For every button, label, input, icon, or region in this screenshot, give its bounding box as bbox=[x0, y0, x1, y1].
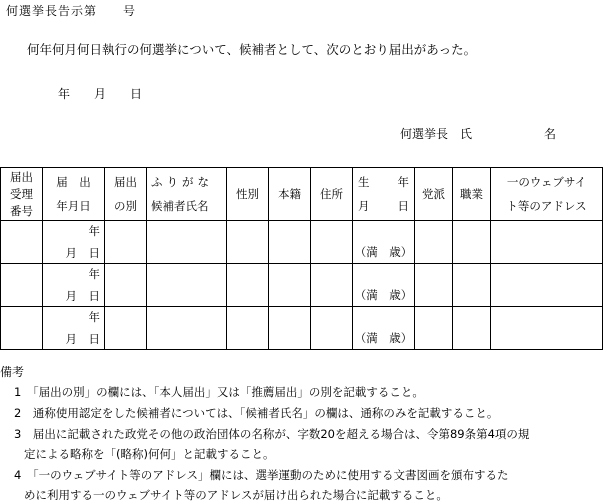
cell-website[interactable] bbox=[491, 307, 603, 350]
header-occupation: 職業 bbox=[453, 168, 491, 221]
date-month-day: 月 日 bbox=[65, 288, 100, 303]
note-number: 4 bbox=[14, 468, 22, 482]
date-year: 年 bbox=[88, 224, 100, 238]
header-birth-year: 年 bbox=[397, 175, 409, 189]
candidate-table bbox=[0, 167, 603, 350]
cell-birthdate[interactable] bbox=[353, 307, 415, 350]
header-filing-date-line1: 届 出 bbox=[56, 175, 91, 189]
header-filing-date bbox=[43, 168, 105, 221]
date-year: 年 bbox=[88, 267, 100, 281]
header-filing-date-line2: 年月日 bbox=[56, 198, 91, 213]
cell-domicile[interactable] bbox=[269, 307, 311, 350]
age-label: （満 歳） bbox=[354, 330, 413, 345]
date-month-day: 月 日 bbox=[65, 245, 100, 260]
note-text: 通称使用認定をした候補者については、「候補者氏名」の欄は、通称のみを記載すること。 bbox=[32, 406, 499, 420]
intro-text: 何年何月何日執行の何選挙について、候補者として、次のとおり届出があった。 bbox=[27, 42, 477, 57]
note-2 bbox=[14, 405, 498, 421]
cell-filing-date[interactable] bbox=[43, 221, 105, 264]
cell-sex[interactable] bbox=[227, 221, 269, 264]
cell-filing-date[interactable] bbox=[43, 264, 105, 307]
date-month-day: 月 日 bbox=[65, 331, 100, 346]
header-party: 党派 bbox=[415, 168, 453, 221]
notice-title: 何選挙長告示第 号 bbox=[6, 4, 137, 18]
note-4-continued: めに利用する一のウェブサイト等のアドレスが届け出られた場合に記載すること。 bbox=[24, 488, 448, 502]
note-1 bbox=[14, 384, 424, 400]
header-furigana: ふりがな bbox=[151, 175, 213, 189]
cell-domicile[interactable] bbox=[269, 221, 311, 264]
header-receipt-line2: 受理 bbox=[10, 186, 33, 201]
cell-filing-date[interactable] bbox=[43, 307, 105, 350]
signature-line: 何選挙長 氏 名 bbox=[400, 127, 557, 141]
header-website-line1: 一のウェブサイ bbox=[506, 175, 587, 189]
cell-name[interactable] bbox=[147, 264, 227, 307]
table-row bbox=[1, 264, 603, 307]
note-text: 「届出の別」の欄には、「本人届出」又は「推薦届出」の別を記載すること。 bbox=[32, 385, 424, 399]
header-domicile: 本籍 bbox=[269, 168, 311, 221]
table-row bbox=[1, 221, 603, 264]
cell-filing-type[interactable] bbox=[105, 264, 147, 307]
cell-filing-type[interactable] bbox=[105, 221, 147, 264]
cell-website[interactable] bbox=[491, 264, 603, 307]
header-birth-sei: 生 bbox=[358, 175, 370, 189]
age-label: （満 歳） bbox=[354, 244, 413, 259]
cell-party[interactable] bbox=[415, 264, 453, 307]
notes-heading: 備考 bbox=[0, 365, 25, 379]
cell-party[interactable] bbox=[415, 307, 453, 350]
date-year: 年 bbox=[88, 310, 100, 324]
note-text: 「一のウェブサイト等のアドレス」欄には、選挙運動のために使用する文書図画を頒布するた bbox=[32, 468, 509, 482]
header-filing-type-line1: 届出 bbox=[114, 175, 137, 189]
header-website-line2: ト等のアドレス bbox=[506, 198, 587, 213]
note-4 bbox=[14, 467, 508, 483]
cell-occupation[interactable] bbox=[453, 221, 491, 264]
header-filing-type-line2: の別 bbox=[114, 198, 137, 213]
cell-name[interactable] bbox=[147, 307, 227, 350]
table-row bbox=[1, 307, 603, 350]
cell-name[interactable] bbox=[147, 221, 227, 264]
header-birth-month: 月 bbox=[358, 198, 370, 213]
cell-birthdate[interactable] bbox=[353, 264, 415, 307]
note-3-continued: 定による略称を「(略称)何何」と記載すること。 bbox=[24, 447, 275, 461]
date-line: 年 月 日 bbox=[58, 87, 143, 101]
cell-birthdate[interactable] bbox=[353, 221, 415, 264]
header-candidate-name bbox=[147, 168, 227, 221]
header-address: 住所 bbox=[311, 168, 353, 221]
cell-domicile[interactable] bbox=[269, 264, 311, 307]
cell-address[interactable] bbox=[311, 307, 353, 350]
cell-sex[interactable] bbox=[227, 264, 269, 307]
cell-occupation[interactable] bbox=[453, 264, 491, 307]
age-label: （満 歳） bbox=[354, 287, 413, 302]
cell-party[interactable] bbox=[415, 221, 453, 264]
cell-receipt[interactable] bbox=[1, 307, 43, 350]
header-birth-day: 日 bbox=[397, 198, 409, 213]
header-sex: 性別 bbox=[227, 168, 269, 221]
cell-sex[interactable] bbox=[227, 307, 269, 350]
note-number: 3 bbox=[14, 427, 22, 441]
header-receipt-line3: 番号 bbox=[10, 203, 33, 218]
header-receipt-line1: 届出 bbox=[10, 170, 33, 184]
cell-address[interactable] bbox=[311, 264, 353, 307]
cell-website[interactable] bbox=[491, 221, 603, 264]
header-website bbox=[491, 168, 603, 221]
cell-receipt[interactable] bbox=[1, 221, 43, 264]
note-number: 2 bbox=[14, 406, 22, 420]
header-birthdate bbox=[353, 168, 415, 221]
note-3 bbox=[14, 426, 529, 442]
note-text: 届出に記載された政党その他の政治団体の名称が、字数20を超える場合は、令第89条第4項の規 bbox=[32, 427, 530, 441]
cell-filing-type[interactable] bbox=[105, 307, 147, 350]
note-number: 1 bbox=[14, 385, 22, 399]
cell-receipt[interactable] bbox=[1, 264, 43, 307]
header-name: 候補者氏名 bbox=[151, 198, 209, 213]
header-row bbox=[1, 168, 603, 221]
header-receipt-number bbox=[1, 168, 43, 221]
header-filing-type bbox=[105, 168, 147, 221]
cell-occupation[interactable] bbox=[453, 307, 491, 350]
cell-address[interactable] bbox=[311, 221, 353, 264]
